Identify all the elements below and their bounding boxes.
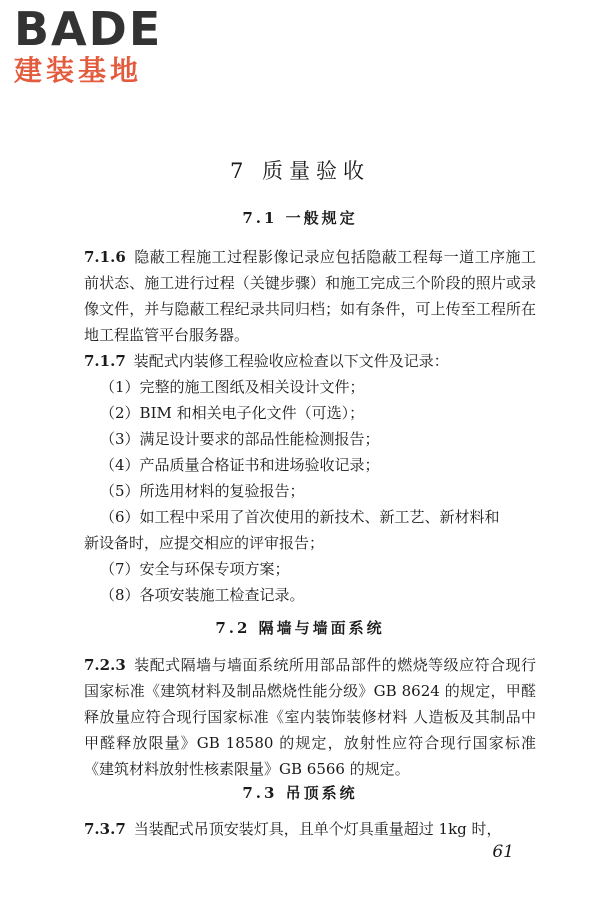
clause-number: 7.3.7: [84, 820, 126, 838]
list-item: （6）如工程中采用了首次使用的新技术、新工艺、新材料和: [100, 508, 500, 526]
chapter-title: 7 质量验收: [229, 159, 371, 183]
clause-7-1-6: [84, 244, 536, 348]
logo-wordmark: BADE: [14, 2, 163, 56]
clause-number: 7.2.3: [84, 656, 126, 674]
clause-7-3-7: [84, 816, 536, 842]
clause-7-2-3: [84, 652, 536, 782]
list-item: （5）所选用材料的复验报告；: [100, 482, 305, 500]
list-item: （3）满足设计要求的部品性能检测报告；: [100, 430, 380, 448]
section-title-7-1: 7.1 一般规定: [242, 209, 358, 227]
list-item: （8）各项安装施工检查记录。: [100, 586, 305, 604]
list-item: （1）完整的施工图纸及相关设计文件；: [100, 378, 365, 396]
clause-text: 装配式内装修工程验收应检查以下文件及记录：: [133, 352, 449, 370]
clause-number: 7.1.7: [84, 352, 126, 370]
clause-number: 7.1.6: [84, 248, 126, 266]
list-item: （2）BIM 和相关电子化文件（可选）；: [100, 404, 365, 422]
section-title-7-3: 7.3 吊顶系统: [242, 784, 358, 802]
publisher-logo: [14, 4, 184, 86]
clause-text: 装配式隔墙与墙面系统所用部品部件的燃烧等级应符合现行国家标准《建筑材料及制品燃烧性能分级》GB 8624 的规定，甲醛释放量应符合现行国家标准《室内装饰装修材料 人造板及其制品中甲醛释放限量》GB 18580 的规定，放射性应符合现行国家标准《建筑材料放射性核素限量》GB 6566 的规定。: [84, 656, 536, 778]
logo-subtitle: 建装基地: [14, 54, 143, 87]
section-title-7-2: 7.2 隔墙与墙面系统: [215, 619, 385, 637]
page-number: 61: [492, 842, 514, 862]
list-item-continuation: 新设备时，应提交相应的评审报告；: [84, 534, 325, 552]
list-item: （7）安全与环保专项方案；: [100, 560, 290, 578]
clause-7-1-7: [84, 348, 536, 374]
clause-text: 隐蔽工程施工过程影像记录应包括隐蔽工程每一道工序施工前状态、施工进行过程（关键步骤）和施工完成三个阶段的照片或录像文件，并与隐蔽工程纪录共同归档；如有条件，可上传至工程所在地工程监管平台服务器。: [84, 248, 536, 344]
clause-text: 当装配式吊顶安装灯具，且单个灯具重量超过 1kg 时，: [133, 820, 502, 838]
list-item: （4）产品质量合格证书和进场验收记录；: [100, 456, 380, 474]
